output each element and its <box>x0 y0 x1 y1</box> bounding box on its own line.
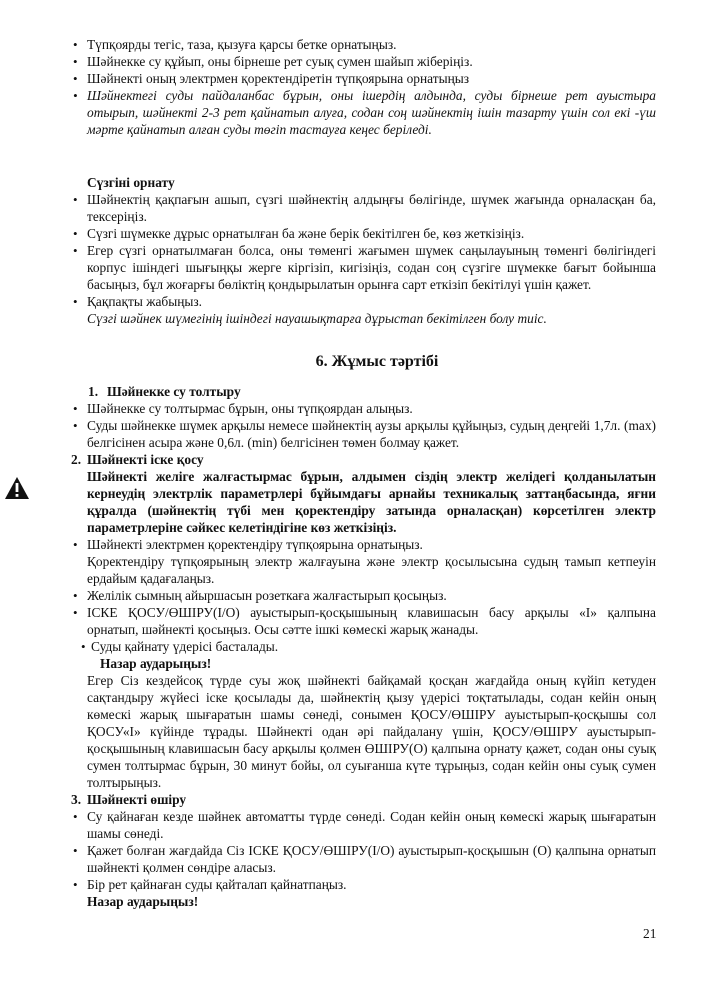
step2-list <box>62 536 656 553</box>
list-item: • Суды қайнату үдерісі басталады. <box>62 638 656 655</box>
list-item: • Бір рет қайнаған суды қайталап қайнатпаңыз. <box>62 876 656 893</box>
step3-heading <box>62 791 656 808</box>
step3-title: Шәйнекті өшіру <box>87 792 187 807</box>
step2-heading <box>62 451 656 468</box>
list-item: • Суды шәйнекке шүмек арқылы немесе шәйнектің аузы арқылы құйыңыз, судың деңгейі 1,7л. (max) белгісінен асыра және 0,6л. (min) белгісінен төмен болмау қажет. <box>62 417 656 451</box>
list-item: • Қақпақты жабыңыз. <box>62 293 656 310</box>
document-page <box>62 36 656 910</box>
section-title: 6. Жұмыс тәртібі <box>315 353 439 370</box>
step2-number: 2. <box>71 452 82 467</box>
warning-text: Шәйнекті желіге жалғастырмас бұрын, алдымен сіздің электр желідегі қолданылатын кернеудің электрлік параметрлері бұйымдағы арнайы техникалық заттаңбасында, яғни құралда (шәйнектің түбі мен қоректендіру затында орналасқан) көрсетілген электр параметрлеріне сәйкес келетіндігіне көз жеткізіңіз. <box>87 469 656 535</box>
filter-list <box>62 191 656 310</box>
step3-list <box>62 808 656 893</box>
warning-triangle-icon <box>4 476 30 500</box>
step1-title: Шәйнекке су толтыру <box>107 384 241 399</box>
list-item: • Шәйнекке су құйып, оны бірнеше рет суық сумен шайып жіберіңіз. <box>62 53 656 70</box>
step1-number: 1. <box>88 384 99 399</box>
list-item: • Шәйнекке су толтырмас бұрын, оны түпқоярдан алыңыз. <box>62 400 656 417</box>
list-item: • Шәйнектің қақпағын ашып, сүзгі шәйнектің алдыңғы бөлігінде, шүмек жағында орналасқан ба, тексеріңіз. <box>62 191 656 225</box>
step3-attention-heading: Назар аударыңыз! <box>87 894 199 909</box>
step2-attention-heading: Назар аударыңыз! <box>100 656 212 671</box>
step2-attention-text: Егер Сіз кездейсоқ түрде суы жоқ шәйнекті байқамай қосқан жағдайда оның күйіп кетуден сақтандыру жүйесі іске қосылады да, шәйнектің қызу үдерісі тоқтатылады, содан кейін оның көмескі жарық шығаратын шамы сөнеді, сонымен ҚОСУ/ӨШІРУ ауыстырып-қосқышы сол ҚОСУ«І» күйінде тұрады. Шәйнекті одан әрі пайдалану үшін, ҚОСУ/ӨШІРУ ауыстырып-қосқышының клавишасын басу арқылы қолмен ӨШІРУ(О) қалпына орнату қажет, содан оны суық сумен толтырмас бұрын, 30 минут бойы, ол суығанша күте тұрыңыз, содан кейін оны суық сумен толтырыңыз. <box>87 673 656 790</box>
list-item: • ІСКЕ ҚОСУ/ӨШІРУ(І/О) ауыстырып-қосқышының клавишасын басу арқылы «І» қалпына орнатып, шәйнекті қосыңыз. Осы сәтте ішкі көмескі жарық жанады. <box>62 604 656 638</box>
step1-heading <box>62 383 656 400</box>
intro-italic-note: • Шәйнектегі суды пайдаланбас бұрын, оны ішердің алдында, суды бірнеше рет ауыстыра отырып, шәйнекті 2-3 рет қайнатып алуға, содан соң шәйнектің ішін тазарту үшін сол екі -үш мәрте қайнатып алған суды төгіп тастауға кеңес беріледі. <box>62 87 656 138</box>
list-item: • Шәйнекті электрмен қоректендіру түпқоярына орнатыңыз. <box>62 536 656 553</box>
list-item: • Сүзгі шүмекке дұрыс орнатылған ба және берік бекітілген бе, көз жеткізіңіз. <box>62 225 656 242</box>
step2-list-2 <box>62 587 656 655</box>
list-item: • Шәйнекті оның электрмен қоректендіретін түпқоярына орнатыңыз <box>62 70 656 87</box>
step2-item1-continued: Қоректендіру түпқоярының электр жалғауына және электр қосылысына судың тамып кетпеуін ердайым қадағалаңыз. <box>87 554 656 586</box>
step3-number: 3. <box>71 792 82 807</box>
list-item: • Желілік сымның айыршасын розеткаға жалғастырып қосыңыз. <box>62 587 656 604</box>
intro-list <box>62 36 656 138</box>
list-item: • Егер сүзгі орнатылмаған болса, оны төменгі жағымен шүмек саңылауының төменгі бөлігіндегі корпус ішіндегі шығыңқы жерге кіргізіп, кигізіңіз, содан соң сүзгіге шүмекке бағыт бойынша басыңыз, бұл жоғарғы бөліктің қондырылатын орынға сарт еткізіп бекітілуі үшін қажет. <box>62 242 656 293</box>
warning-block <box>62 468 656 536</box>
filter-italic-note: Сүзгі шәйнек шүмегінің ішіндегі науашықтарға дұрыстап бекітілген болу тиіс. <box>87 311 547 326</box>
step1-list <box>62 400 656 451</box>
list-item: • Қажет болған жағдайда Сіз ІСКЕ ҚОСУ/ӨШІРУ(І/О) ауыстырып-қосқышын (О) қалпына орнатып шәйнекті қолмен сөндіре аласыз. <box>62 842 656 876</box>
list-item: • Түпқоярды тегіс, таза, қызуға қарсы бетке орнатыңыз. <box>62 36 656 53</box>
step2-title: Шәйнекті іске қосу <box>87 452 204 467</box>
page-number: 21 <box>643 926 657 941</box>
list-item: • Су қайнаған кезде шәйнек автоматты түрде сөнеді. Содан кейін оның көмескі жарық шығаратын шамы сөнеді. <box>62 808 656 842</box>
filter-heading: Сүзгіні орнату <box>87 175 175 190</box>
